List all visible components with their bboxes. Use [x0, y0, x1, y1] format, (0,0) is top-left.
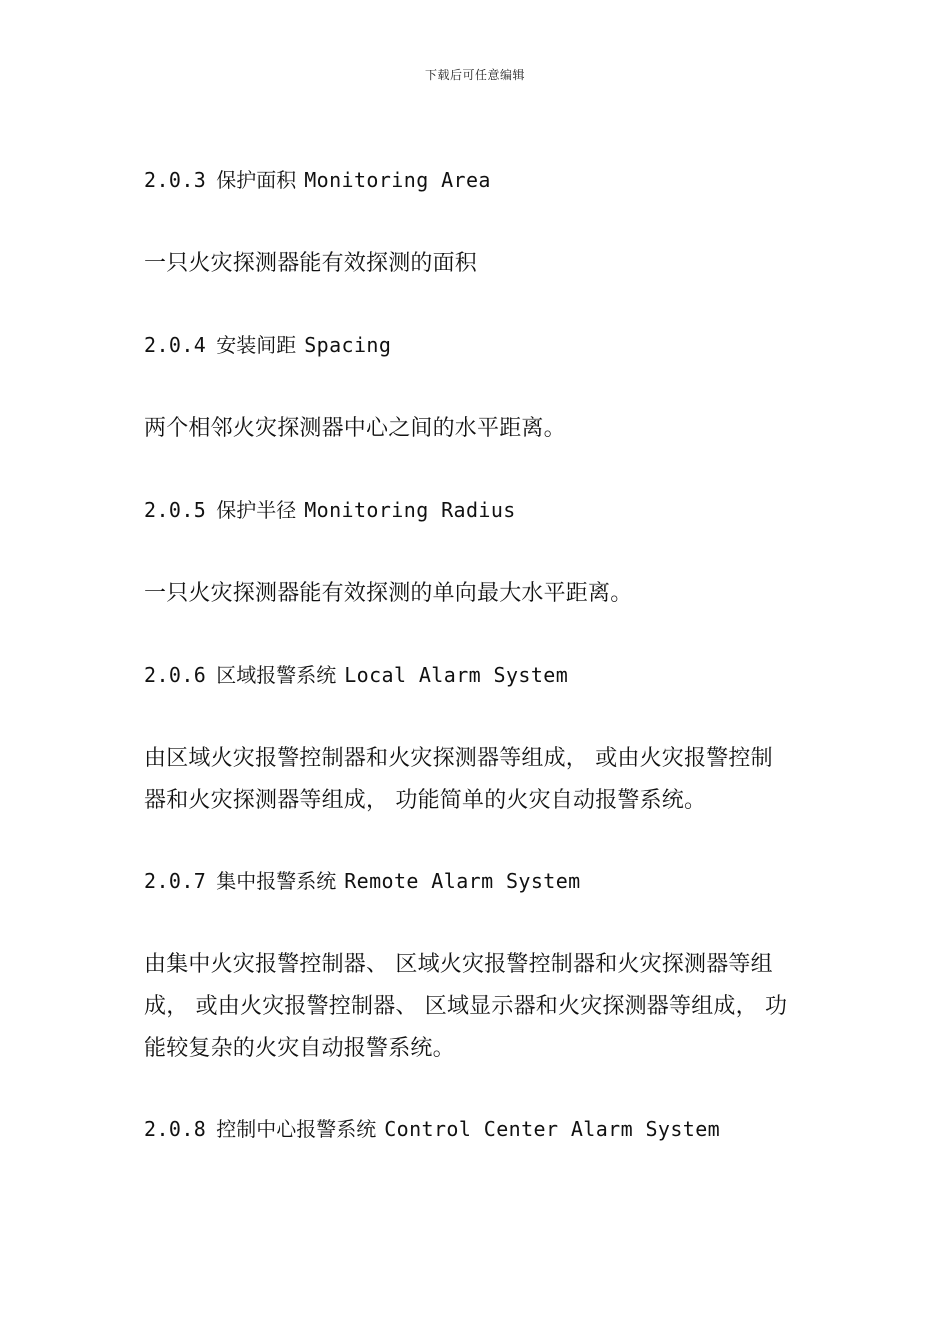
section-title-zh: 集中报警系统	[216, 869, 337, 893]
section-title-en: Remote Alarm System	[344, 869, 581, 893]
section-heading	[144, 164, 491, 193]
section-description-line: 成， 或由火灾报警控制器、 区域显示器和火灾探测器等组成， 功	[144, 994, 788, 1019]
section-description-line: 由区域火灾报警控制器和火灾探测器等组成， 或由火灾报警控制	[144, 746, 773, 771]
section-description-line: 两个相邻火灾探测器中心之间的水平距离。	[144, 416, 566, 441]
section-title-zh: 控制中心报警系统	[216, 1117, 377, 1141]
section-title-en: Spacing	[304, 333, 392, 357]
section-title-zh: 安装间距	[216, 333, 297, 357]
section-number: 2.0.7	[144, 869, 207, 893]
section-title-en: Monitoring Area	[304, 168, 491, 192]
section-description-line: 器和火灾探测器等组成， 功能简单的火灾自动报警系统。	[144, 788, 707, 813]
section-number: 2.0.8	[144, 1117, 207, 1141]
section-description-line: 一只火灾探测器能有效探测的单向最大水平距离。	[144, 581, 633, 606]
section-heading	[144, 1113, 720, 1142]
section-heading	[144, 865, 581, 894]
section-description-line: 由集中火灾报警控制器、 区域火灾报警控制器和火灾探测器等组	[144, 952, 773, 977]
section-title-en: Monitoring Radius	[304, 498, 516, 522]
section-number: 2.0.3	[144, 168, 207, 192]
section-description-line: 能较复杂的火灾自动报警系统。	[144, 1036, 455, 1061]
section-number: 2.0.4	[144, 333, 207, 357]
section-number: 2.0.5	[144, 498, 207, 522]
section-title-zh: 保护面积	[216, 168, 297, 192]
section-title-en: Local Alarm System	[344, 663, 569, 687]
section-heading	[144, 494, 516, 523]
section-title-zh: 保护半径	[216, 498, 297, 522]
section-number: 2.0.6	[144, 663, 207, 687]
section-heading	[144, 329, 391, 358]
section-heading	[144, 659, 568, 688]
header-note: 下载后可任意编辑	[424, 68, 525, 82]
section-title-zh: 区域报警系统	[216, 663, 337, 687]
section-title-en: Control Center Alarm System	[384, 1117, 721, 1141]
section-description-line: 一只火灾探测器能有效探测的面积	[144, 251, 478, 276]
